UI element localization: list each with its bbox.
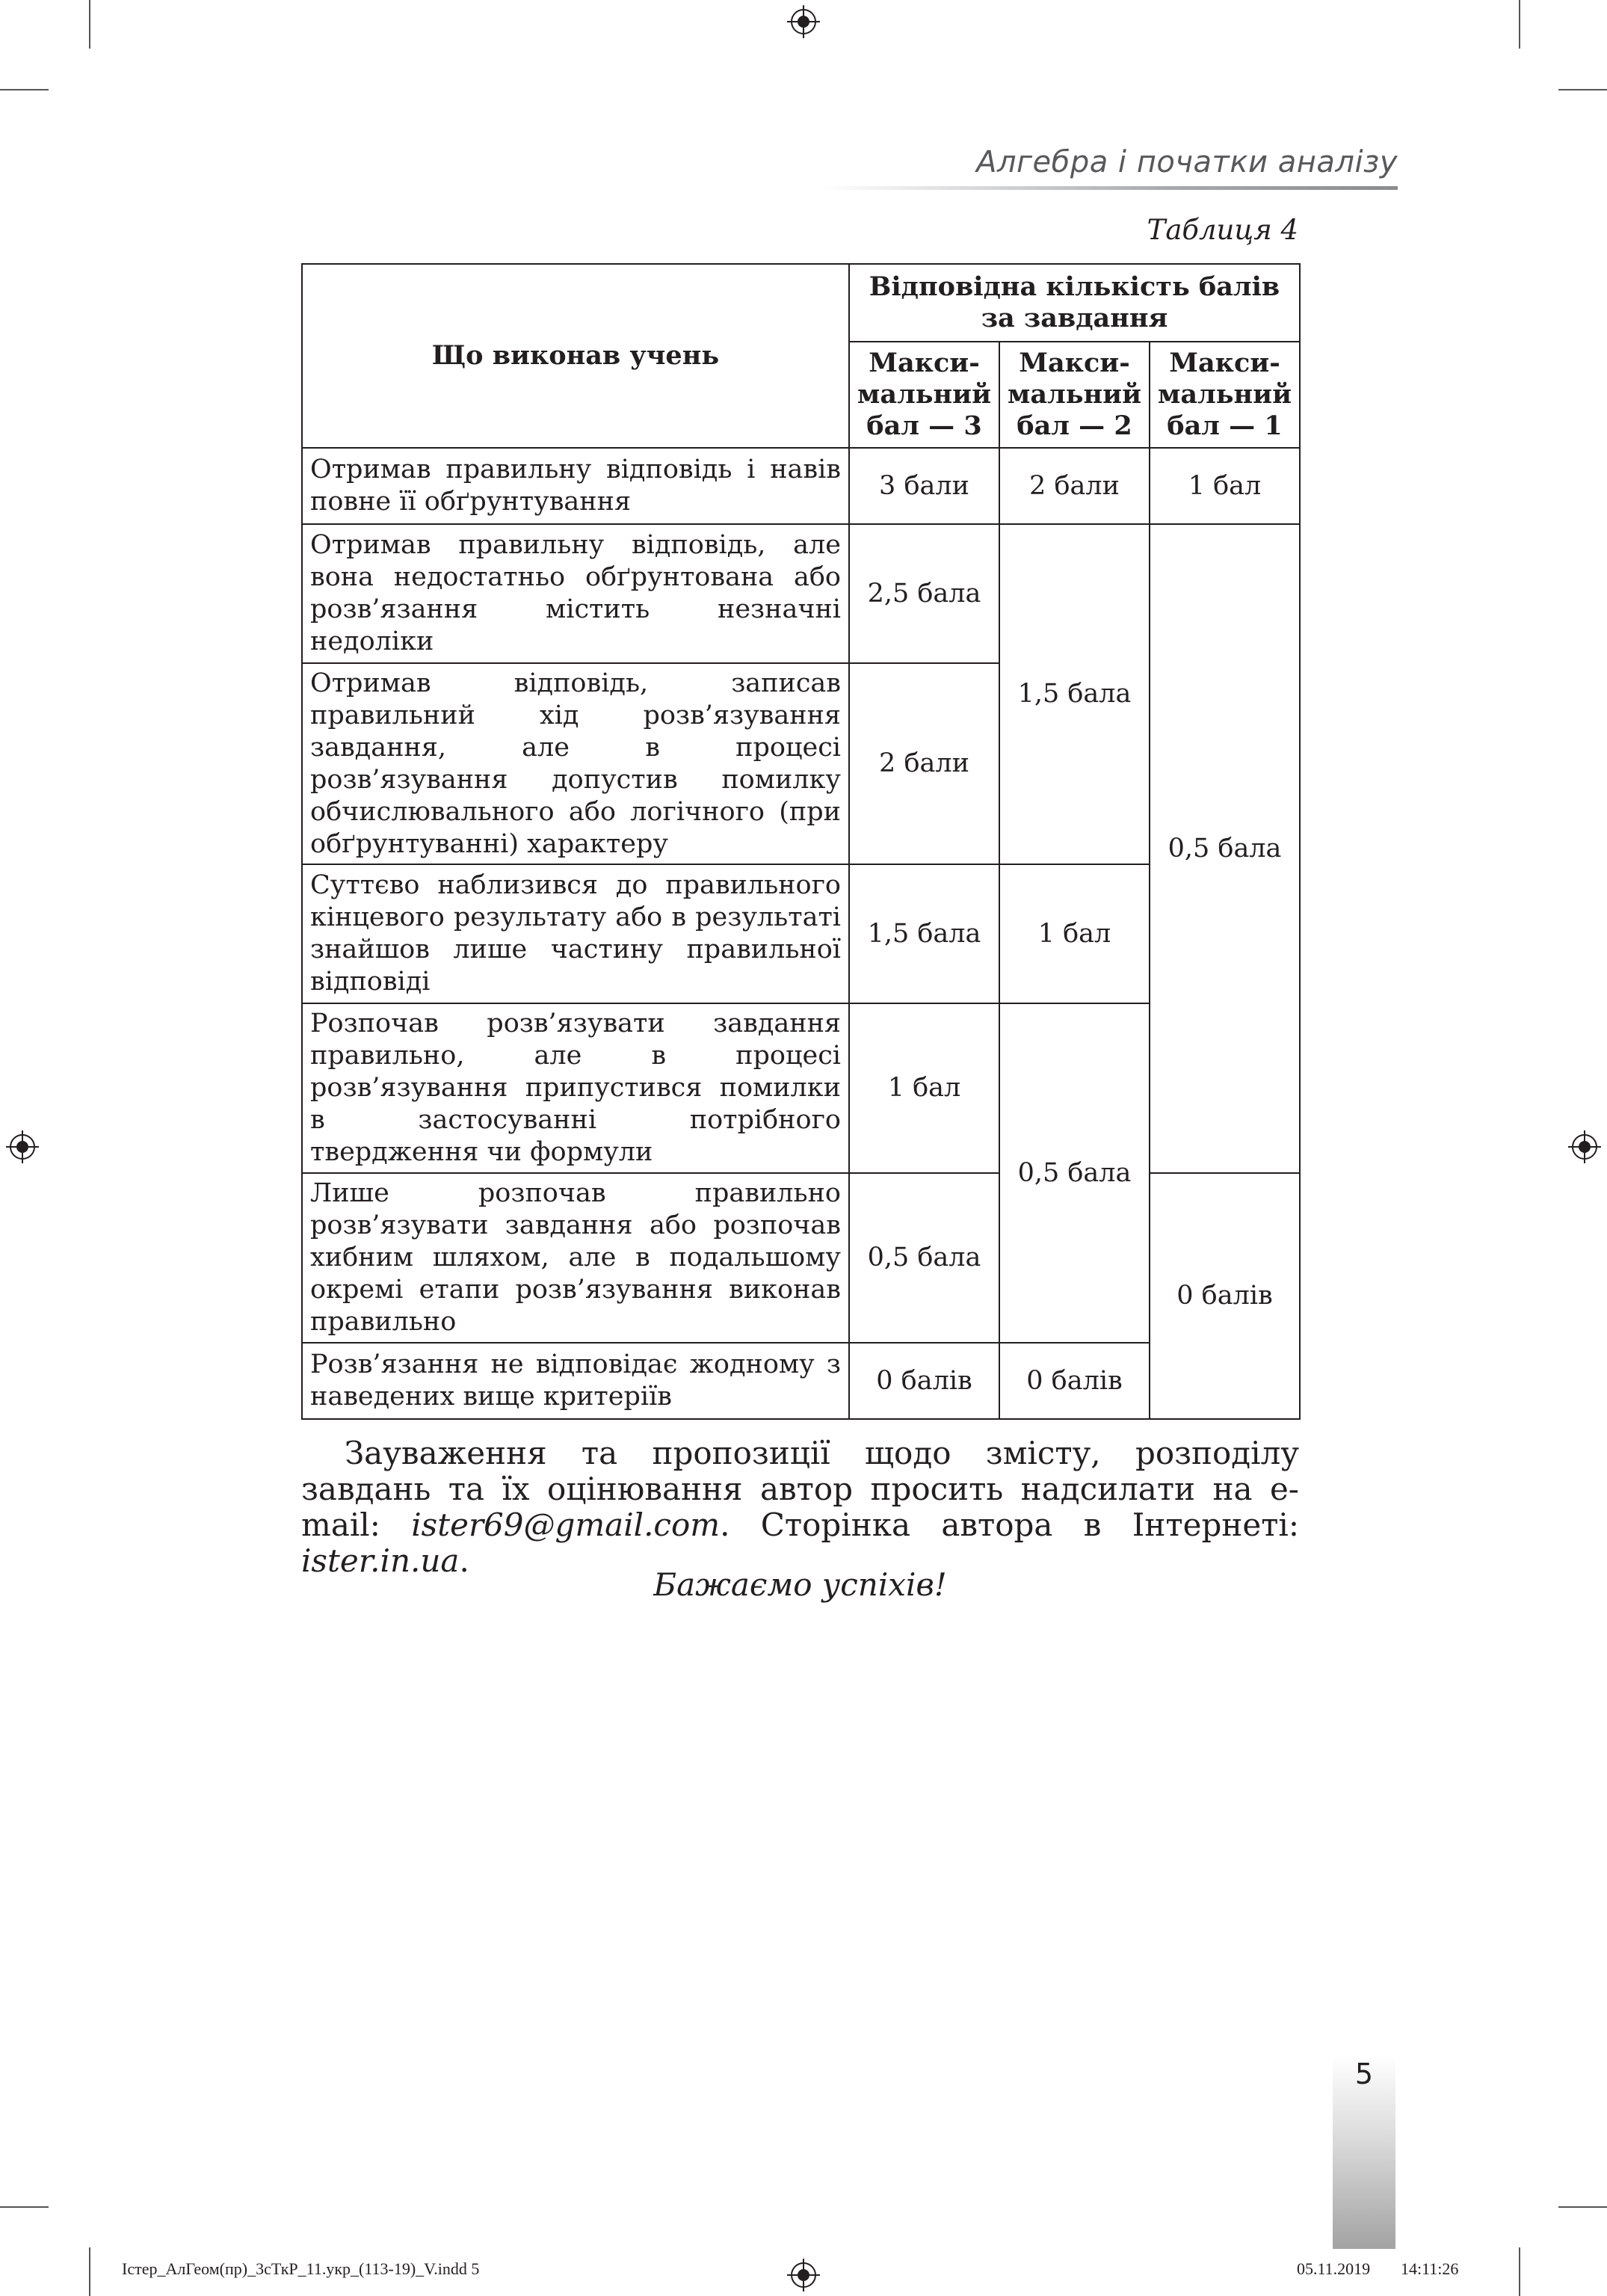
score-max1: 0 балів <box>1150 1173 1300 1419</box>
score-max3: 0 балів <box>849 1343 999 1419</box>
header-max2-line: мальний <box>1008 379 1142 410</box>
header-max2-line: Макси- <box>1019 348 1130 378</box>
table-row <box>302 1173 1300 1343</box>
note-text: Зауваження та пропозиції щодо змісту, розподілу завдань та їх оцінювання автор просить надсилати на e-mail: <box>301 1435 1299 1543</box>
criterion-cell: Лише розпочав правильно розв’язувати завдання або розпочав хибним шляхом, але в подальшому окремі етапи розв’язування виконав правильно <box>302 1173 849 1343</box>
note-text: . Сторінка автора в Інтернеті: <box>720 1506 1299 1543</box>
criterion-cell: Отримав правильну відповідь, але вона недостатньо обґрунтована або розв’язання містить незначні недоліки <box>302 524 849 663</box>
registration-mark-icon <box>1568 1130 1601 1163</box>
score-max2: 0 балів <box>999 1343 1150 1419</box>
registration-mark-icon <box>787 5 820 38</box>
score-max2: 0,5 бала <box>999 1003 1150 1343</box>
score-max1: 0,5 бала <box>1150 524 1300 1173</box>
criterion-cell: Отримав відповідь, записав правильний хід розв’язування завдання, але в процесі розв’язування допустив помилку обчислювального або логічного (при обґрунтуванні) характеру <box>302 663 849 864</box>
header-max3-line: бал — 3 <box>866 410 982 441</box>
crop-mark <box>1558 89 1607 90</box>
note-text: . <box>459 1542 469 1579</box>
score-max3: 0,5 бала <box>849 1173 999 1343</box>
header-max1-line: мальний <box>1158 379 1292 410</box>
header-max1-line: Макси- <box>1169 348 1280 378</box>
criterion-cell: Суттєво наблизився до правильного кінцевого результату або в результаті знайшов лише частину правильної відповіді <box>302 864 849 1003</box>
grading-table <box>301 263 1301 1420</box>
running-head <box>822 145 1398 190</box>
score-max2: 2 бали <box>999 448 1150 524</box>
score-max3: 2,5 бала <box>849 524 999 663</box>
crop-mark <box>1558 2206 1607 2208</box>
score-max2: 1 бал <box>999 864 1150 1003</box>
author-note <box>301 1435 1299 1579</box>
crop-mark <box>1519 2247 1520 2296</box>
table-row <box>302 448 1300 524</box>
crop-mark <box>1519 0 1520 49</box>
closing-wish: Бажаємо успіхів! <box>653 1566 947 1603</box>
header-max2 <box>999 342 1150 448</box>
header-max2-line: бал — 2 <box>1017 410 1132 441</box>
author-email-link[interactable]: ister69@gmail.com <box>411 1506 721 1543</box>
table-row <box>302 524 1300 663</box>
slug-time: 14:11:26 <box>1401 2259 1459 2278</box>
score-max1: 1 бал <box>1150 448 1300 524</box>
slug-file: Істер_АлГеом(пр)_3сТкР_11.укр_(113-19)_V.indd 5 <box>122 2259 480 2278</box>
header-max1 <box>1150 342 1300 448</box>
page-number: 5 <box>1354 2058 1374 2090</box>
header-max1-line: бал — 1 <box>1167 410 1283 441</box>
registration-mark-icon <box>6 1130 39 1163</box>
criterion-cell: Отримав правильну відповідь і навів повне її обґрунтування <box>302 448 849 524</box>
header-max3-line: Макси- <box>869 348 980 378</box>
crop-mark <box>89 0 90 49</box>
score-max3: 1,5 бала <box>849 864 999 1003</box>
criterion-cell: Розпочав розв’язувати завдання правильно, але в процесі розв’язування припустився помилки в застосуванні потрібного твердження чи формули <box>302 1003 849 1173</box>
score-max3: 1 бал <box>849 1003 999 1173</box>
registration-mark-icon <box>787 2259 820 2292</box>
table-caption: Таблиця 4 <box>1147 214 1298 246</box>
score-max3: 3 бали <box>849 448 999 524</box>
running-head-rule <box>822 186 1398 190</box>
score-max2: 1,5 бала <box>999 524 1150 864</box>
running-head-title: Алгебра і початки аналізу <box>976 145 1398 179</box>
author-site-link[interactable]: ister.in.ua <box>301 1542 460 1579</box>
header-points: Відповідна кількість балів за завдання <box>849 264 1300 342</box>
score-max3: 2 бали <box>849 663 999 864</box>
slug-date: 05.11.2019 <box>1297 2259 1371 2278</box>
criterion-cell: Розв’язання не відповідає жодному з наведених вище критеріїв <box>302 1343 849 1419</box>
header-max3-line: мальний <box>857 379 992 410</box>
crop-mark <box>89 2247 90 2296</box>
header-max3 <box>849 342 999 448</box>
header-student-work: Що виконав учень <box>302 264 849 448</box>
crop-mark <box>0 2206 49 2208</box>
crop-mark <box>0 89 49 90</box>
